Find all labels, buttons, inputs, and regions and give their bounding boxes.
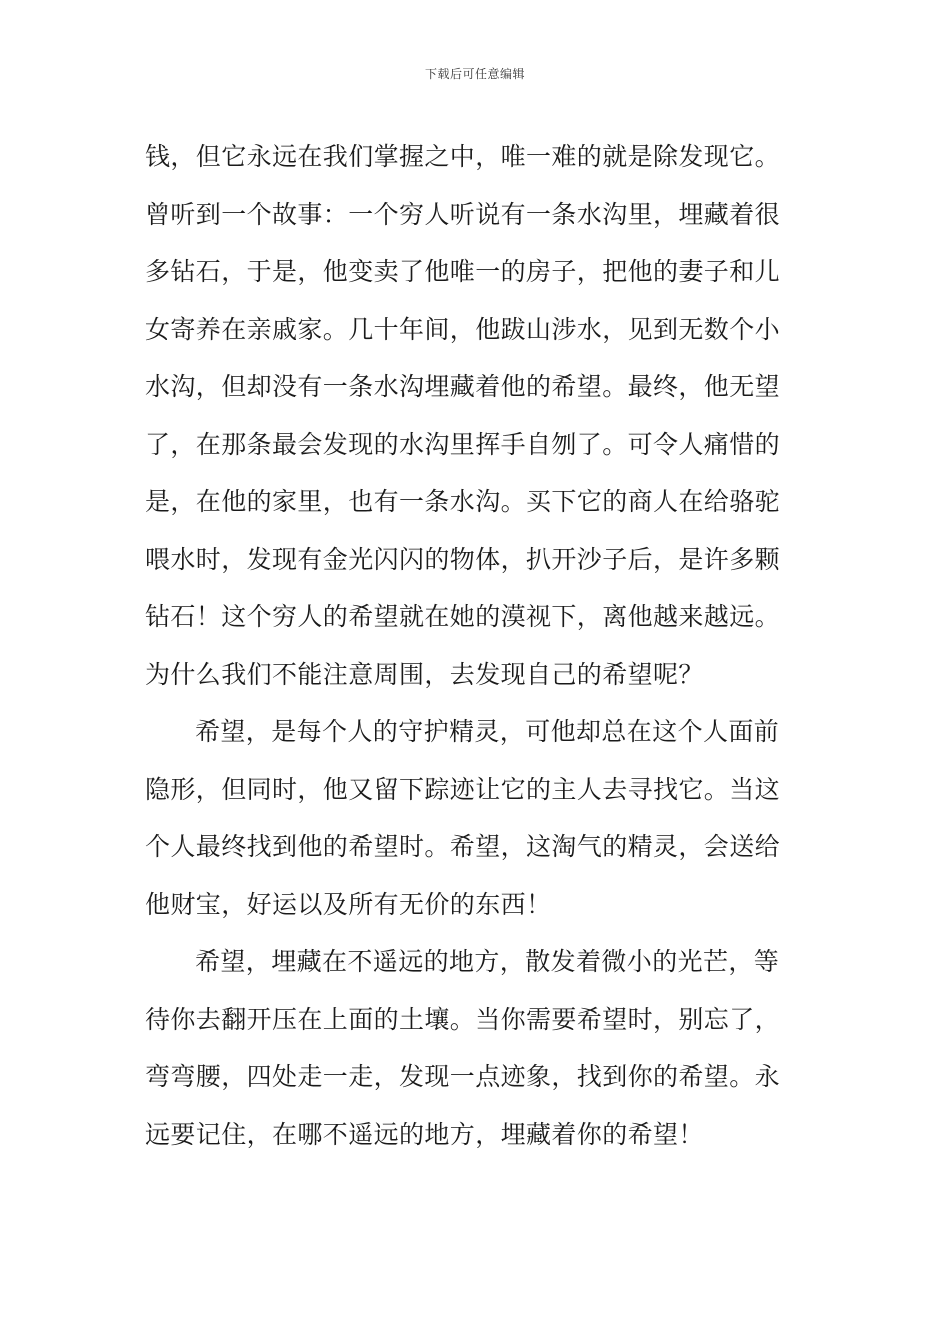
document-body <box>145 128 805 1163</box>
text-line: 钻石！这个穷人的希望就在她的漠视下，离他越来越远。 <box>145 602 781 631</box>
text-line: 多钻石，于是，他变卖了他唯一的房子，把他的妻子和儿 <box>145 257 781 286</box>
text-line-indented: 希望，埋藏在不遥远的地方，散发着微小的光芒，等 <box>195 947 780 976</box>
text-line: 隐形，但同时，他又留下踪迹让它的主人去寻找它。当这 <box>145 774 781 804</box>
text-line: 为什么我们不能注意周围，去发现自己的希望呢？ <box>145 659 704 689</box>
text-line: 是，在他的家里，也有一条水沟。买下它的商人在给骆驼 <box>145 487 781 516</box>
text-line: 女寄养在亲戚家。几十年间，他跋山涉水，见到无数个小 <box>145 314 781 344</box>
text-line: 远要记住，在哪不遥远的地方，埋藏着你的希望！ <box>145 1119 704 1149</box>
text-line: 曾听到一个故事：一个穷人听说有一条水沟里，埋藏着很 <box>145 199 781 229</box>
text-line: 待你去翻开压在上面的土壤。当你需要希望时，别忘了， <box>145 1004 781 1034</box>
paragraph-1 <box>145 128 805 703</box>
page-header: 下载后可任意编辑 <box>424 67 525 81</box>
paragraph-2 <box>145 703 805 933</box>
text-line: 水沟，但却没有一条水沟埋藏着他的希望。最终，他无望 <box>145 372 781 401</box>
text-line: 个人最终找到他的希望时。希望，这淘气的精灵，会送给 <box>145 832 781 861</box>
text-line: 弯弯腰，四处走一走，发现一点迹象，找到你的希望。永 <box>145 1062 781 1091</box>
text-line: 喂水时，发现有金光闪闪的物体，扒开沙子后，是许多颗 <box>145 544 781 574</box>
text-line: 了，在那条最会发现的水沟里挥手自刎了。可令人痛惜的 <box>145 429 781 459</box>
text-line-indented: 希望，是每个人的守护精灵，可他却总在这个人面前 <box>195 717 780 746</box>
text-line: 他财宝，好运以及所有无价的东西！ <box>145 889 552 919</box>
text-line: 钱，但它永远在我们掌握之中，唯一难的就是除发现它。 <box>145 142 781 171</box>
paragraph-3 <box>145 933 805 1163</box>
